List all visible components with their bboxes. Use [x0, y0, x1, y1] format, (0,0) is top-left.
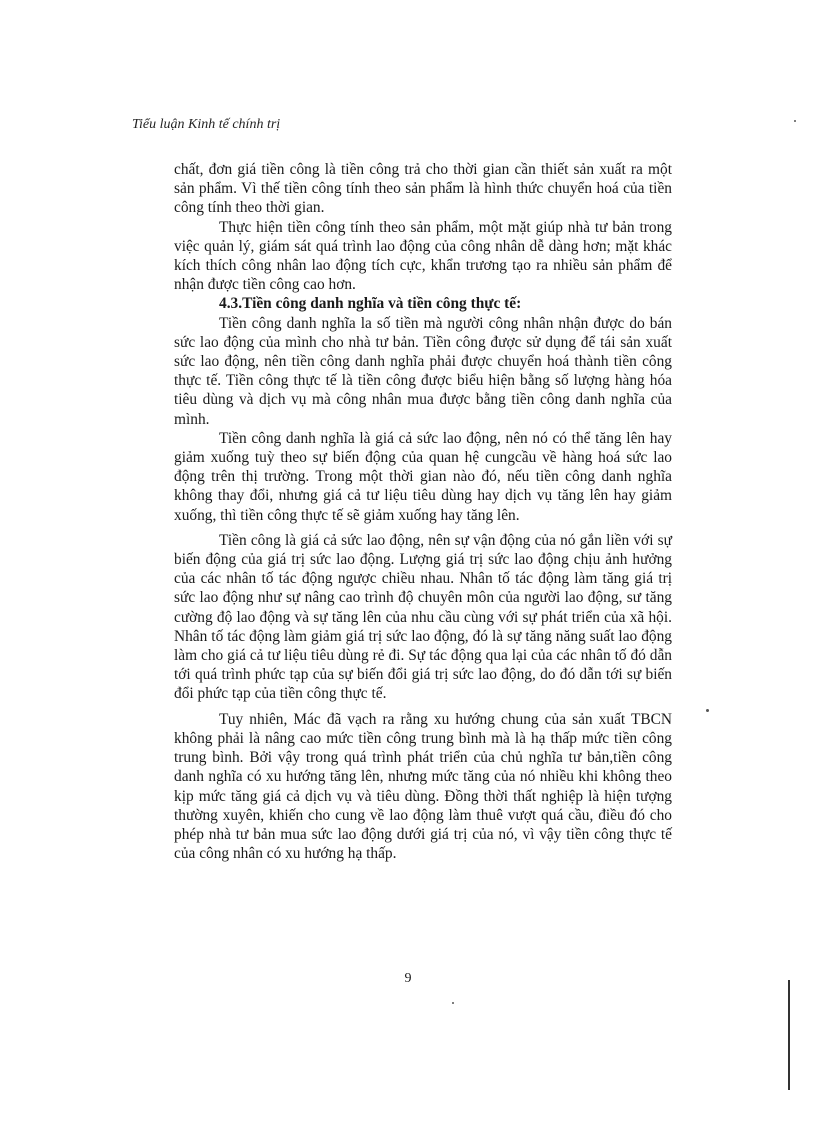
paragraph: Tiền công danh nghĩa la số tiền mà người công nhân nhận được do bán sức lao động của mình cho nhà tư bản. Tiền công được sử dụng để tái sản xuất sức lao động, nên tiền công danh nghĩa phải được chuyển hoá thành tiền công thực tế. Tiền công thực tế là tiền công được biểu hiện bằng số lượng hàng hóa tiêu dùng và dịch vụ mà công nhân mua được bằng tiền công danh nghĩa của mình. — [174, 314, 672, 428]
page-body — [174, 160, 672, 863]
paragraph: Tiền công danh nghĩa là giá cả sức lao động, nên nó có thể tăng lên hay giảm xuống tuỳ theo sự biến động của quan hệ cungcầu về hàng hoá sức lao động trên thị trường. Trong một thời gian nào đó, nếu tiền công danh nghĩa không thay đổi, nhưng giá cả tư liệu tiêu dùng hay dịch vụ tăng lên hay giảm xuống, thì tiền công thực tế sẽ giảm xuống hay tăng lên. — [174, 429, 672, 524]
scan-speck — [794, 120, 796, 122]
section-heading: 4.3.Tiền công danh nghĩa và tiền công thực tế: — [219, 295, 522, 313]
paragraph: Tiền công là giá cả sức lao động, nên sự vận động của nó gắn liền với sự biến động của giá trị sức lao động. Lượng giá trị sức lao động chịu ảnh hưởng của các nhân tố tác động ngược chiều nhau. Nhân tố tác động làm tăng giá trị sức lao động như sự nâng cao trình độ chuyên môn của người lao động, sư tăng cường độ lao động và sự tăng lên của nhu cầu cùng với sự phát triển của xã hội. Nhân tố tác động làm giảm giá trị sức lao động, đó là sự tăng năng suất lao động làm cho giá cả tư liệu tiêu dùng rẻ đi. Sự tác động qua lại của các nhân tố đó dẫn tới quá trình phức tạp của sự biến đổi giá trị sức lao động, do đó dẫn tới sự biến đổi phức tạp của tiền công thực tế. — [174, 531, 672, 703]
paragraph: Thực hiện tiền công tính theo sản phẩm, một mặt giúp nhà tư bản trong việc quản lý, giám sát quá trình lao động của công nhân dễ dàng hơn; mặt khác kích thích công nhân lao động tích cực, khẩn trương tạo ra nhiều sản phẩm để nhận được tiền công cao hơn. — [174, 218, 672, 294]
paragraph-continued: chất, đơn giá tiền công là tiền công trả cho thời gian cần thiết sản xuất ra một sản phẩm. Vì thế tiền công tính theo sản phẩm là hình thức chuyển hoá của tiền công tính theo thời gian. — [174, 161, 672, 217]
scan-speck — [706, 709, 709, 712]
scan-speck — [452, 1002, 454, 1004]
page-number: 9 — [404, 971, 412, 986]
running-header: Tiểu luận Kinh tế chính trị — [132, 117, 281, 132]
scan-edge-mark — [788, 980, 790, 1090]
paragraph: Tuy nhiên, Mác đã vạch ra rằng xu hướng chung của sản xuất TBCN không phải là nâng cao mức tiền công trung bình mà là hạ thấp mức tiền công trung bình. Bởi vậy trong quá trình phát triển của chủ nghĩa tư bản,tiền công danh nghĩa có xu hướng tăng lên, nhưng mức tăng của nó nhiều khi không theo kịp mức tăng giá cả dịch vụ và tiêu dùng. Đồng thời thất nghiệp là hiện tượng thường xuyên, khiến cho cung về lao động làm thuê vượt quá cầu, điều đó cho phép nhà tư bản mua sức lao động dưới giá trị của nó, vì vậy tiền công thực tế của công nhân có xu hướng hạ thấp. — [174, 710, 672, 863]
